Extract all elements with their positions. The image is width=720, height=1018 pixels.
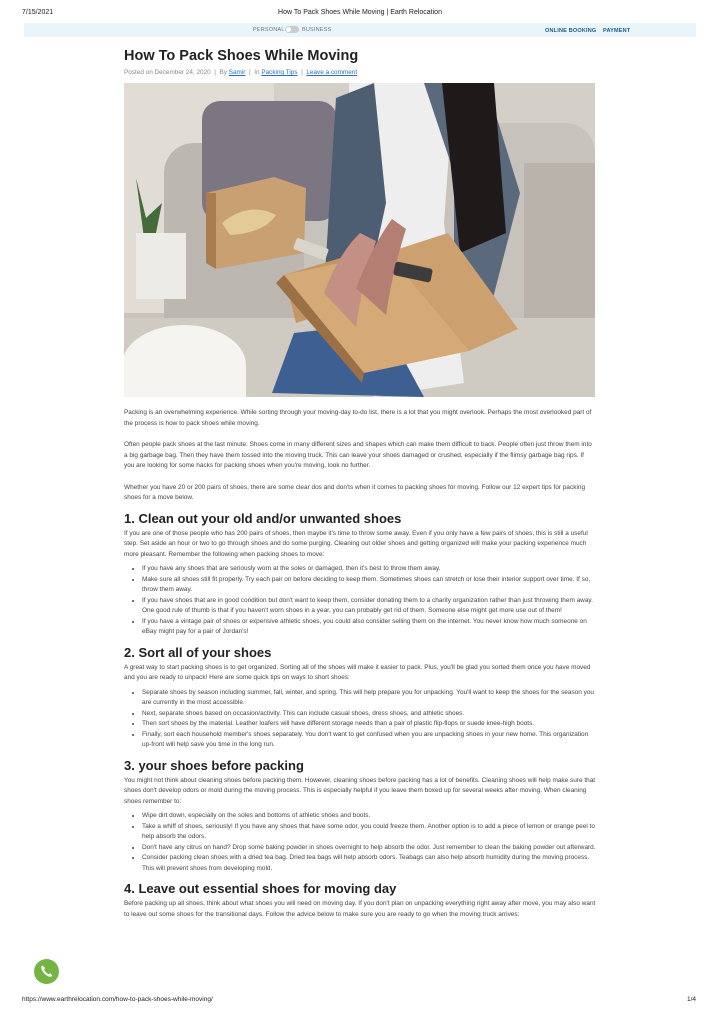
toggle-knob <box>286 27 291 32</box>
list-item: • If you have a vintage pair of shoes or expensive athletic shoes, you could also consider selling them on the internet. You never know how much someone on eBay might pay for a pair of Jordan's! <box>142 617 596 638</box>
list-item: • Next, separate shoes based on occasion/activity. This can include casual shoes, dress shoes, and athletic shoes. <box>142 709 596 720</box>
list-item: • Take a whiff of shoes, seriously! If you have any shoes that have some odor, you could freeze them. Another option is to add a piece of lemon or orange peel to help absorb the odors. <box>142 822 596 843</box>
section-heading: 2. Sort all of your shoes <box>124 644 272 660</box>
personal-label[interactable]: PERSONAL <box>253 27 285 33</box>
by-label: By <box>219 69 227 76</box>
section-list <box>124 688 596 751</box>
list-item: • If you have shoes that are in good condition but don't want to keep them, consider donating them to a charity organization rather than just throwing them away. One good rule of thumb is that if you haven't worn shoes in a year, you can probably get rid of them. Someone else might get more use out of them! <box>142 596 596 617</box>
section-list <box>124 564 596 638</box>
intro-paragraph: Packing is an overwhelming experience. While sorting through your moving-day to-do list, there is a lot that you might overlook. Perhaps the most overlooked part of the process is how to pack shoes while moving. <box>124 409 592 427</box>
list-item: • Then sort shoes by the material. Leather loafers will have different storage needs than a pair of plastic flip-flops or suede knee-high boots. <box>142 719 596 730</box>
section-heading: 3. your shoes before packing <box>124 757 304 773</box>
list-item: • Make sure all shoes still fit properly. Try each pair on before deciding to keep them. Sometimes shoes can stretch or lose their interior support over time. If so, throw them away. <box>142 575 596 596</box>
in-label: In <box>254 69 260 76</box>
intro-paragraph: Whether you have 20 or 200 pairs of shoes, there are some clear dos and don'ts when it comes to packing shoes for moving. Follow our 12 expert tips for packing shoes for a move below. <box>124 483 586 501</box>
page-url: https://www.earthrelocation.com/how-to-pack-shoes-while-moving/ <box>22 996 213 1003</box>
meta-separator: | <box>247 69 253 76</box>
section-lead: Before packing up all shoes, think about what shoes you will need on moving day. If you don't plan on unpacking everything right away after move, you may also want to leave out some shoes for the transitional days. Follow the advice below to make sure you are ready to go when the moving truck arrives: <box>124 900 596 918</box>
section-lead: You might not think about cleaning shoes before packing them. However, cleaning shoes before packing has a lot of benefits. Cleaning shoes will help make sure that shoes don't develop odors or mold during the moving process. This is especially helpful if you leave them boxed up for several weeks after moving. When cleaning shoes remember to: <box>124 776 596 805</box>
print-header <box>0 0 720 22</box>
list-item: • Don't have any citrus on hand? Drop some baking powder in shoes overnight to help absorb the odor. Just remember to clean the baking powder out afterward. <box>142 843 596 854</box>
section-heading: 4. Leave out essential shoes for moving day <box>124 881 397 896</box>
author-link[interactable]: Samir <box>228 69 246 76</box>
print-title: How To Pack Shoes While Moving | Earth Relocation <box>278 9 442 16</box>
section-heading: 1. Clean out your old and/or unwanted shoes <box>124 510 402 526</box>
business-label[interactable]: BUSINESS <box>302 27 332 33</box>
hero-image <box>124 83 595 397</box>
payment-link[interactable]: PAYMENT <box>603 28 631 34</box>
article-title: How To Pack Shoes While Moving <box>124 48 359 64</box>
leave-comment-link[interactable]: Leave a comment <box>306 69 358 76</box>
intro-paragraph: Often people pack shoes at the last minute. Shoes come in many different sizes and shapes which can make them difficult to back. People often just throw them into a big garbage bag. Then they have them tossed into the moving truck. This can leave your shoes damaged or crushed, especially if the flimsy garbage bag rips. If you are looking for some hacks for packing shoes when you're moving, look no further. <box>124 441 592 469</box>
post-date: Posted on December 24, 2020 <box>124 69 211 76</box>
top-bar <box>24 23 696 37</box>
post-meta <box>124 68 596 77</box>
phone-icon <box>34 959 59 984</box>
article <box>124 48 596 920</box>
section-lead: If you are one of those people who has 200 pairs of shoes, then maybe it's time to throw some away. Even if you only have a few pairs of shoes, this is still a useful step. Set aside an hour or two to go through shoes and do some purging. Cleaning out older shoes and getting organized will make your packing experience much more pleasant. Remember the following when packing shoes to move: <box>124 529 588 558</box>
meta-separator: | <box>212 69 218 76</box>
personal-business-toggle[interactable] <box>285 26 299 33</box>
page-number: 1/4 <box>686 996 696 1003</box>
section-list <box>124 811 596 874</box>
list-item: • Finally, sort each household member's shoes separately. You don't want to get confused when you are unpacking shoes in your new home. This organization up-front will help save you time in the long run. <box>142 730 596 751</box>
list-item: • Consider packing clean shoes with a dried tea bag. Dried tea bags will help absorb odors. Teabags can also help absorb humidity during the moving process. This will prevent shoes from developing mold. <box>142 853 596 874</box>
meta-separator: | <box>299 69 305 76</box>
call-button[interactable] <box>34 959 59 984</box>
list-item: • Wipe dirt down, especially on the soles and bottoms of athletic shoes and boots. <box>142 811 596 822</box>
category-link[interactable]: Packing Tips <box>261 69 298 76</box>
print-date: 7/15/2021 <box>22 9 54 16</box>
list-item: • Separate shoes by season including summer, fall, winter, and spring. This will help prepare you for unpacking. You'll want to keep the shoes for the season you are currently in the most accessible. <box>142 688 596 709</box>
list-item: • If you have any shoes that are seriously worn at the soles or damaged, then it's best to throw them away. <box>142 564 596 575</box>
section-lead: A great way to start packing shoes is to get organized. Sorting all of the shoes will make it easier to pack. Plus, you'll be glad you sorted them once you have moved and you are ready to unpack! Here are some quick tips on ways to short shoes: <box>124 663 591 681</box>
online-booking-link[interactable]: ONLINE BOOKING <box>545 28 597 34</box>
